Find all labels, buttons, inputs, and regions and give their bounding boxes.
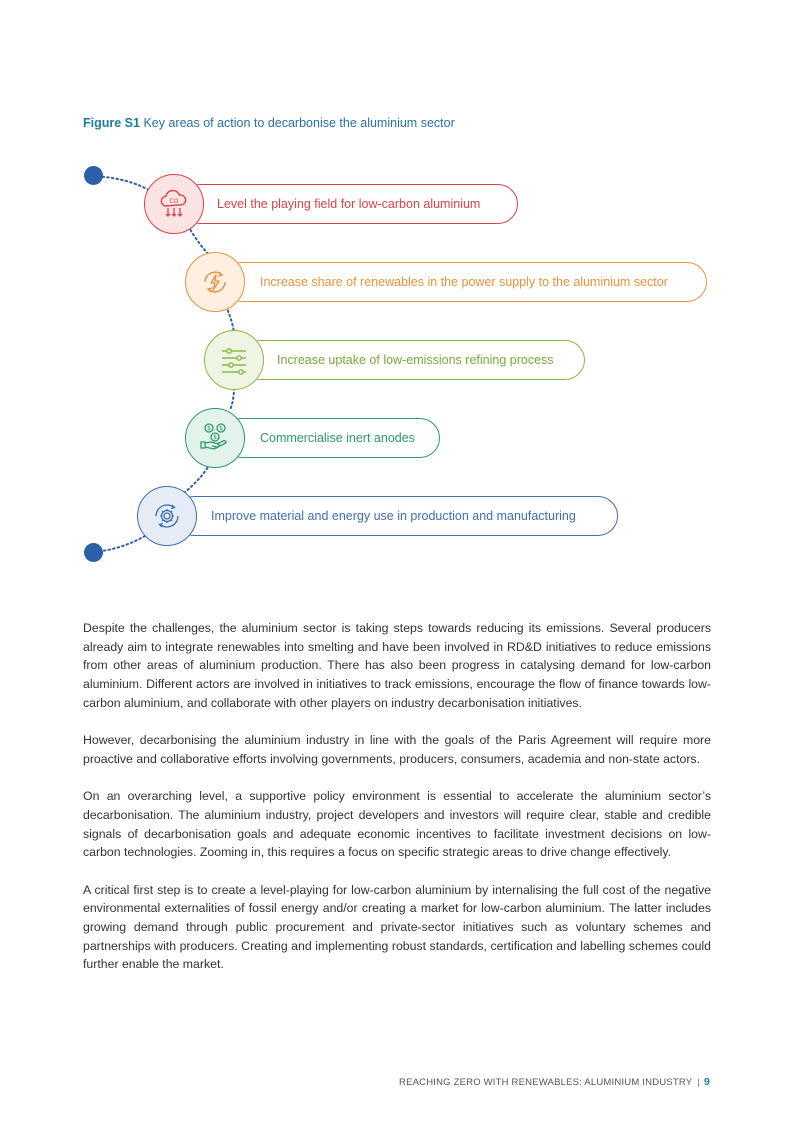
body-text — [83, 619, 711, 993]
action-pill-4 — [222, 418, 440, 458]
footer-separator: | — [697, 1077, 700, 1088]
start-dot — [84, 166, 103, 185]
svg-text:$: $ — [219, 425, 223, 432]
svg-text:$: $ — [213, 434, 217, 441]
action-pill-5 — [174, 496, 618, 536]
action-label-1: Level the playing field for low-carbon aluminium — [217, 197, 481, 211]
page-footer — [399, 1076, 710, 1088]
action-label-5: Improve material and energy use in production and manufacturing — [211, 509, 576, 523]
action-circle-4 — [185, 408, 245, 468]
action-pill-2 — [222, 262, 707, 302]
paragraph: On an overarching level, a supportive policy environment is essential to accelerate the aluminium sector’s decarbonisation. The aluminium industry, project developers and investors will require clear, stable and credible signals of decarbonisation goals and adequate economic incentives to facilitate investment decisions on low-carbon technologies. Zooming in, this requires a focus on specific strategic areas to drive change effectively. — [83, 789, 711, 860]
running-title: REACHING ZERO WITH RENEWABLES: ALUMINIUM INDUSTRY — [399, 1077, 693, 1088]
action-label-2: Increase share of renewables in the power supply to the aluminium sector — [260, 275, 668, 289]
end-dot — [84, 543, 103, 562]
paragraph: However, decarbonising the aluminium industry in line with the goals of the Paris Agreement will require more proactive and collaborative efforts involving governments, producers, consumers, academia and non-state actors. — [83, 733, 711, 766]
sliders-icon — [216, 342, 252, 378]
action-label-4: Commercialise inert anodes — [260, 431, 415, 445]
action-pill-3 — [240, 340, 585, 380]
action-circle-1 — [144, 174, 204, 234]
renewable-energy-cycle-icon — [197, 264, 233, 300]
paragraph: A critical first step is to create a level-playing for low-carbon aluminium by internalising the full cost of the negative environmental externalities of fossil energy and/or creating a market for low-carbon aluminium. The latter includes growing demand through public procurement and private-sector initiatives such as voluntary schemes and partnerships with producers. Creating and implementing robust standards, certification and labelling schemes could further enable the market. — [83, 882, 711, 972]
svg-text:$: $ — [207, 425, 211, 432]
co2-cloud-icon — [156, 186, 192, 222]
svg-text:CO: CO — [169, 198, 179, 205]
action-circle-2 — [185, 252, 245, 312]
action-circle-5 — [137, 486, 197, 546]
figure-label: Figure S1 — [83, 116, 140, 130]
action-circle-3 — [204, 330, 264, 390]
action-pill-1 — [180, 184, 518, 224]
action-label-3: Increase uptake of low-emissions refining process — [277, 353, 554, 367]
page-number: 9 — [703, 1076, 710, 1088]
figure-caption: Key areas of action to decarbonise the aluminium sector — [143, 116, 455, 130]
paragraph: Despite the challenges, the aluminium sector is taking steps towards reducing its emissions. Several producers already aim to integrate renewables into smelting and have been involved in RD&D initiatives to reduce emissions from other areas of aluminium production. There has also been progress in catalysing demand for low-carbon aluminium. Different actors are involved in initiatives to track emissions, encourage the flow of finance towards low-carbon aluminium, and collaborate with other players on industry decarbonisation initiatives. — [83, 621, 711, 710]
hand-coins-icon — [197, 420, 233, 456]
gear-cycle-icon — [149, 498, 185, 534]
